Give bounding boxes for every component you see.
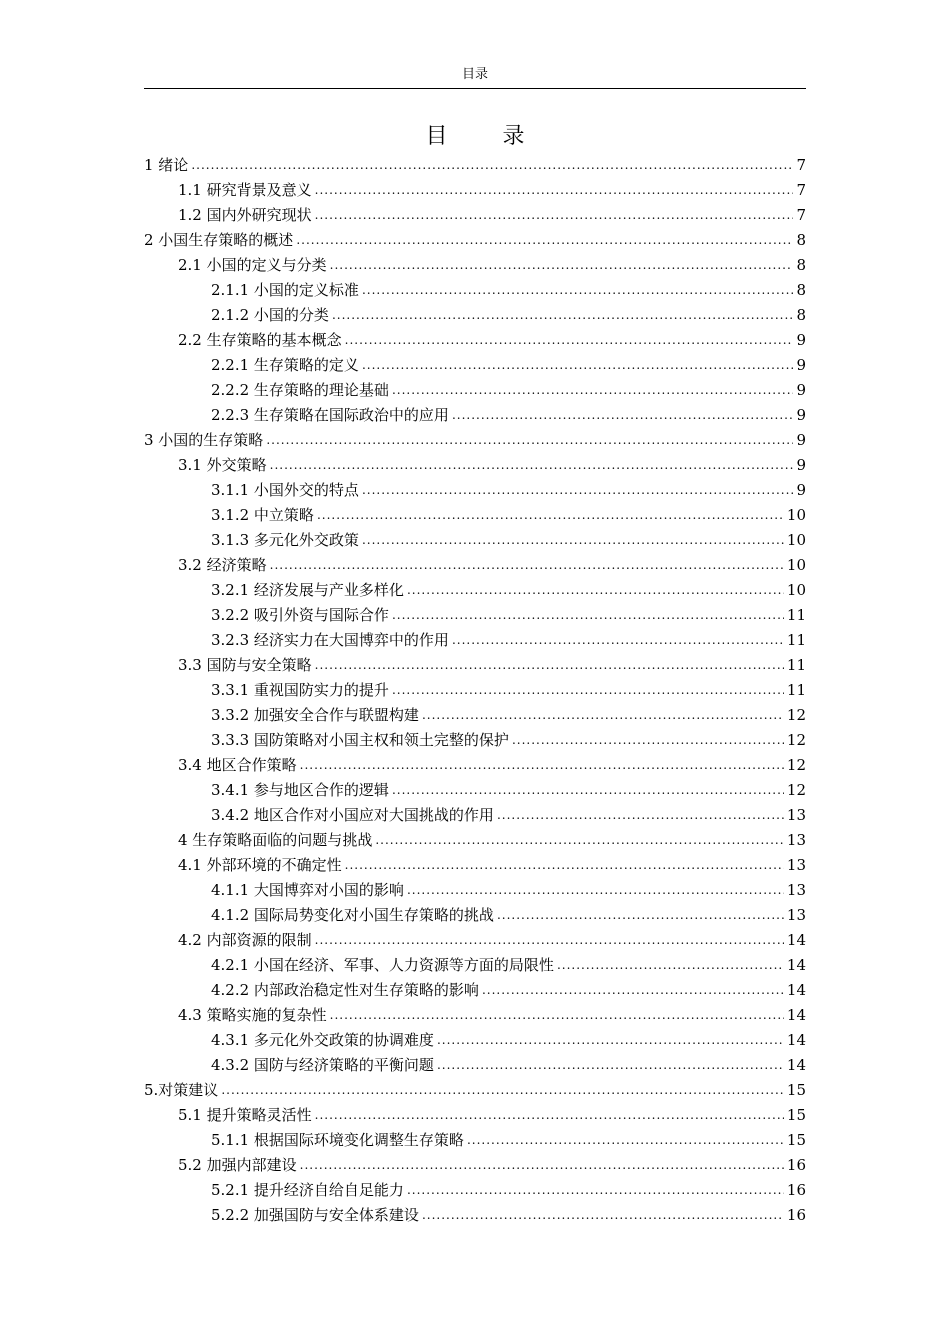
toc-entry-page-number: 11 — [786, 681, 806, 699]
toc-entry-page-number: 8 — [796, 256, 806, 274]
toc-dot-leader — [497, 803, 784, 828]
toc-entry[interactable] — [144, 628, 806, 653]
toc-entry-page-number: 9 — [796, 456, 806, 474]
toc-dot-leader — [296, 228, 793, 253]
toc-dot-leader — [557, 953, 784, 978]
toc-entry[interactable] — [144, 1053, 806, 1078]
toc-dot-leader — [315, 203, 794, 228]
toc-entry-label: 3.2.2 吸引外资与国际合作 — [211, 606, 389, 624]
toc-entry-label: 3.2.1 经济发展与产业多样化 — [211, 581, 404, 599]
toc-entry-label: 3.3.1 重视国防实力的提升 — [211, 681, 389, 699]
toc-entry-page-number: 16 — [786, 1206, 806, 1224]
toc-dot-leader — [392, 603, 784, 628]
toc-dot-leader — [330, 1003, 784, 1028]
toc-dot-leader — [315, 178, 794, 203]
toc-dot-leader — [422, 1203, 784, 1228]
toc-dot-leader — [362, 528, 784, 553]
toc-entry-page-number: 8 — [796, 306, 806, 324]
toc-dot-leader — [315, 928, 784, 953]
toc-entry-label: 2.2.2 生存策略的理论基础 — [211, 381, 389, 399]
toc-entry-label: 4.2.2 内部政治稳定性对生存策略的影响 — [211, 981, 479, 999]
toc-dot-leader — [452, 628, 784, 653]
toc-dot-leader — [345, 328, 794, 353]
toc-entry-page-number: 9 — [796, 356, 806, 374]
toc-entry-label: 2.1.1 小国的定义标准 — [211, 281, 359, 299]
toc-entry-label: 5.2.1 提升经济自给自足能力 — [211, 1181, 404, 1199]
toc-entry-label: 5.对策建议 — [144, 1081, 219, 1099]
toc-entry-label: 3.1.1 小国外交的特点 — [211, 481, 359, 499]
toc-entry-page-number: 14 — [786, 931, 806, 949]
page-title: 目 录 — [425, 124, 549, 149]
toc-entry-label: 2.2 生存策略的基本概念 — [178, 331, 342, 349]
toc-entry-page-number: 11 — [786, 631, 806, 649]
toc-entry-page-number: 10 — [786, 506, 806, 524]
toc-dot-leader — [330, 253, 794, 278]
toc-dot-leader — [392, 378, 794, 403]
toc-dot-leader — [270, 453, 794, 478]
toc-dot-leader — [315, 653, 784, 678]
toc-entry-page-number: 8 — [796, 281, 806, 299]
toc-entry-label: 3.4 地区合作策略 — [178, 756, 297, 774]
toc-dot-leader — [392, 778, 784, 803]
toc-entry[interactable] — [144, 778, 806, 803]
toc-dot-leader — [362, 278, 794, 303]
toc-entry[interactable] — [144, 1028, 806, 1053]
toc-entry[interactable] — [144, 528, 806, 553]
toc-entry-label: 3.3.2 加强安全合作与联盟构建 — [211, 706, 419, 724]
toc-entry-label: 3 小国的生存策略 — [144, 431, 264, 449]
toc-entry[interactable] — [144, 1203, 806, 1228]
toc-dot-leader — [362, 353, 794, 378]
toc-entry[interactable] — [144, 878, 806, 903]
toc-entry-page-number: 13 — [786, 906, 806, 924]
toc-entry-page-number: 11 — [786, 656, 806, 674]
toc-entry[interactable] — [144, 1178, 806, 1203]
toc-entry[interactable] — [144, 978, 806, 1003]
toc-dot-leader — [375, 828, 784, 853]
toc-entry-page-number: 14 — [786, 1056, 806, 1074]
toc-entry[interactable] — [144, 603, 806, 628]
toc-entry-label: 3.4.2 地区合作对小国应对大国挑战的作用 — [211, 806, 494, 824]
toc-entry-page-number: 16 — [786, 1156, 806, 1174]
toc-entry-label: 4.1.2 国际局势变化对小国生存策略的挑战 — [211, 906, 494, 924]
toc-entry-label: 4.1 外部环境的不确定性 — [178, 856, 342, 874]
toc-dot-leader — [407, 1178, 784, 1203]
toc-entry-label: 4.3.1 多元化外交政策的协调难度 — [211, 1031, 434, 1049]
toc-dot-leader — [512, 728, 784, 753]
toc-dot-leader — [407, 878, 784, 903]
toc-dot-leader — [315, 1103, 784, 1128]
toc-entry-label: 3.1.3 多元化外交政策 — [211, 531, 359, 549]
toc-entry[interactable] — [144, 403, 806, 428]
toc-entry[interactable] — [144, 753, 806, 778]
toc-entry[interactable] — [144, 178, 806, 203]
toc-entry-label: 3.1 外交策略 — [178, 456, 267, 474]
toc-entry[interactable] — [144, 853, 806, 878]
toc-entry-page-number: 14 — [786, 1031, 806, 1049]
table-of-contents — [144, 153, 806, 1228]
toc-entry-page-number: 9 — [796, 481, 806, 499]
toc-dot-leader — [422, 703, 784, 728]
toc-entry-page-number: 13 — [786, 881, 806, 899]
toc-entry-label: 2.1 小国的定义与分类 — [178, 256, 327, 274]
toc-entry-label: 4 生存策略面临的问题与挑战 — [178, 831, 373, 849]
toc-entry-page-number: 10 — [786, 531, 806, 549]
toc-entry[interactable] — [144, 703, 806, 728]
toc-entry-page-number: 12 — [786, 706, 806, 724]
toc-entry[interactable] — [144, 303, 806, 328]
toc-entry-label: 4.1.1 大国博弈对小国的影响 — [211, 881, 404, 899]
toc-entry-page-number: 8 — [796, 231, 806, 249]
toc-entry[interactable] — [144, 478, 806, 503]
toc-entry[interactable] — [144, 728, 806, 753]
toc-entry-page-number: 15 — [786, 1131, 806, 1149]
toc-entry[interactable] — [144, 578, 806, 603]
toc-entry[interactable] — [144, 1128, 806, 1153]
toc-entry-page-number: 11 — [786, 606, 806, 624]
toc-entry[interactable] — [144, 453, 806, 478]
toc-entry-page-number: 10 — [786, 556, 806, 574]
toc-entry-label: 5.2 加强内部建设 — [178, 1156, 297, 1174]
toc-entry-page-number: 7 — [796, 156, 806, 174]
toc-dot-leader — [362, 478, 794, 503]
toc-entry-label: 2.2.1 生存策略的定义 — [211, 356, 359, 374]
toc-entry[interactable] — [144, 953, 806, 978]
toc-entry-page-number: 14 — [786, 1006, 806, 1024]
toc-entry-page-number: 13 — [786, 831, 806, 849]
toc-dot-leader — [407, 578, 784, 603]
toc-entry[interactable] — [144, 503, 806, 528]
toc-entry[interactable] — [144, 903, 806, 928]
toc-entry-label: 5.1.1 根据国际环境变化调整生存策略 — [211, 1131, 464, 1149]
toc-entry[interactable] — [144, 153, 806, 178]
toc-entry-label: 3.2 经济策略 — [178, 556, 267, 574]
toc-dot-leader — [191, 153, 793, 178]
toc-dot-leader — [345, 853, 784, 878]
toc-entry-label: 2.2.3 生存策略在国际政治中的应用 — [211, 406, 449, 424]
toc-entry[interactable] — [144, 678, 806, 703]
toc-entry-label: 1 绪论 — [144, 156, 189, 174]
toc-entry-label: 5.1 提升策略灵活性 — [178, 1106, 312, 1124]
toc-entry-page-number: 14 — [786, 981, 806, 999]
toc-entry[interactable] — [144, 553, 806, 578]
toc-entry-label: 4.2.1 小国在经济、军事、人力资源等方面的局限性 — [211, 956, 554, 974]
toc-entry-page-number: 12 — [786, 756, 806, 774]
toc-dot-leader — [300, 753, 784, 778]
toc-dot-leader — [437, 1028, 784, 1053]
toc-entry[interactable] — [144, 928, 806, 953]
toc-entry[interactable] — [144, 1003, 806, 1028]
toc-entry-page-number: 12 — [786, 781, 806, 799]
toc-entry-label: 4.2 内部资源的限制 — [178, 931, 312, 949]
toc-dot-leader — [452, 403, 794, 428]
toc-entry-page-number: 9 — [796, 331, 806, 349]
toc-dot-leader — [270, 553, 784, 578]
toc-entry-label: 3.1.2 中立策略 — [211, 506, 314, 524]
toc-entry-page-number: 7 — [796, 206, 806, 224]
toc-entry[interactable] — [144, 203, 806, 228]
toc-entry[interactable] — [144, 1103, 806, 1128]
toc-entry[interactable] — [144, 278, 806, 303]
toc-entry-label: 2 小国生存策略的概述 — [144, 231, 294, 249]
toc-entry-page-number: 13 — [786, 806, 806, 824]
toc-entry-label: 2.1.2 小国的分类 — [211, 306, 329, 324]
toc-dot-leader — [332, 303, 794, 328]
toc-entry-page-number: 15 — [786, 1106, 806, 1124]
toc-dot-leader — [300, 1153, 784, 1178]
toc-entry-page-number: 10 — [786, 581, 806, 599]
toc-entry[interactable] — [144, 1078, 806, 1103]
toc-entry-label: 1.1 研究背景及意义 — [178, 181, 312, 199]
toc-entry-page-number: 9 — [796, 431, 806, 449]
header-rule — [144, 88, 806, 89]
toc-entry[interactable] — [144, 228, 806, 253]
toc-entry[interactable] — [144, 653, 806, 678]
toc-entry-label: 3.4.1 参与地区合作的逻辑 — [211, 781, 389, 799]
toc-entry-label: 3.3.3 国防策略对小国主权和领土完整的保护 — [211, 731, 509, 749]
toc-entry-page-number: 16 — [786, 1181, 806, 1199]
toc-entry[interactable] — [144, 328, 806, 353]
toc-entry-page-number: 13 — [786, 856, 806, 874]
toc-dot-leader — [317, 503, 784, 528]
toc-entry-label: 3.3 国防与安全策略 — [178, 656, 312, 674]
toc-dot-leader — [482, 978, 784, 1003]
toc-entry[interactable] — [144, 353, 806, 378]
toc-entry-page-number: 9 — [796, 381, 806, 399]
toc-entry-page-number: 15 — [786, 1081, 806, 1099]
toc-entry-label: 4.3 策略实施的复杂性 — [178, 1006, 327, 1024]
running-header: 目录 — [461, 67, 488, 82]
toc-dot-leader — [266, 428, 793, 453]
toc-entry[interactable] — [144, 378, 806, 403]
toc-entry-page-number: 7 — [796, 181, 806, 199]
toc-entry-page-number: 12 — [786, 731, 806, 749]
toc-entry[interactable] — [144, 1153, 806, 1178]
toc-entry-label: 4.3.2 国防与经济策略的平衡问题 — [211, 1056, 434, 1074]
toc-entry[interactable] — [144, 428, 806, 453]
toc-entry-label: 3.2.3 经济实力在大国博弈中的作用 — [211, 631, 449, 649]
toc-dot-leader — [497, 903, 784, 928]
toc-dot-leader — [437, 1053, 784, 1078]
toc-entry-page-number: 9 — [796, 406, 806, 424]
toc-dot-leader — [392, 678, 784, 703]
toc-entry-page-number: 14 — [786, 956, 806, 974]
toc-entry[interactable] — [144, 253, 806, 278]
toc-entry[interactable] — [144, 803, 806, 828]
toc-dot-leader — [467, 1128, 784, 1153]
toc-dot-leader — [221, 1078, 784, 1103]
toc-entry-label: 1.2 国内外研究现状 — [178, 206, 312, 224]
toc-entry[interactable] — [144, 828, 806, 853]
toc-entry-label: 5.2.2 加强国防与安全体系建设 — [211, 1206, 419, 1224]
